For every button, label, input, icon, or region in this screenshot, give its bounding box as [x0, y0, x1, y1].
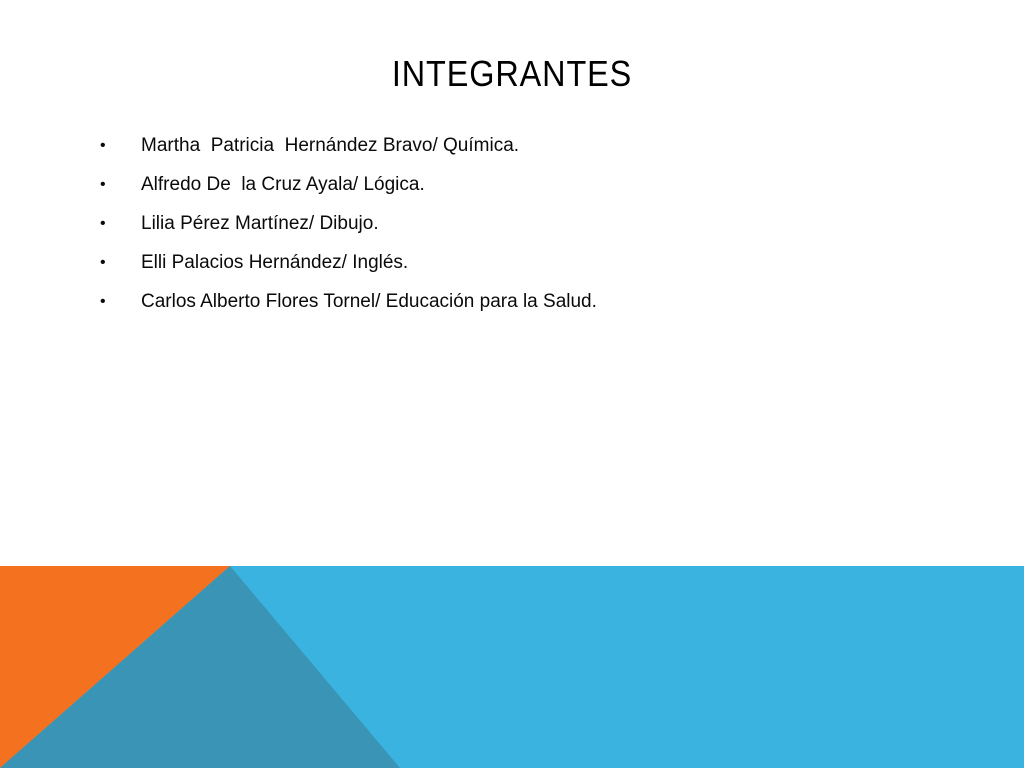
- list-item-text: Carlos Alberto Flores Tornel/ Educación para la Salud.: [141, 290, 597, 312]
- footer-dark-triangle: [0, 566, 400, 768]
- bullet-icon: •: [100, 253, 106, 271]
- list-item: [100, 243, 920, 282]
- list-item-text: Elli Palacios Hernández/ Inglés.: [141, 251, 409, 273]
- bullet-icon: •: [100, 175, 106, 193]
- list-item-text: Alfredo De la Cruz Ayala/ Lógica.: [141, 173, 425, 195]
- list-item: [100, 282, 920, 321]
- members-list: [100, 126, 920, 321]
- slide-title: INTEGRANTES: [391, 53, 633, 94]
- list-item-text: Lilia Pérez Martínez/ Dibujo.: [141, 212, 379, 234]
- list-item: [100, 165, 920, 204]
- footer-blue-band: [0, 566, 1024, 768]
- list-item-text: Martha Patricia Hernández Bravo/ Química.: [141, 134, 520, 156]
- bullet-icon: •: [100, 136, 106, 154]
- footer-orange-triangle: [0, 566, 230, 768]
- list-item: [100, 204, 920, 243]
- list-item: [100, 126, 920, 165]
- bullet-icon: •: [100, 292, 106, 310]
- bullet-icon: •: [100, 214, 106, 232]
